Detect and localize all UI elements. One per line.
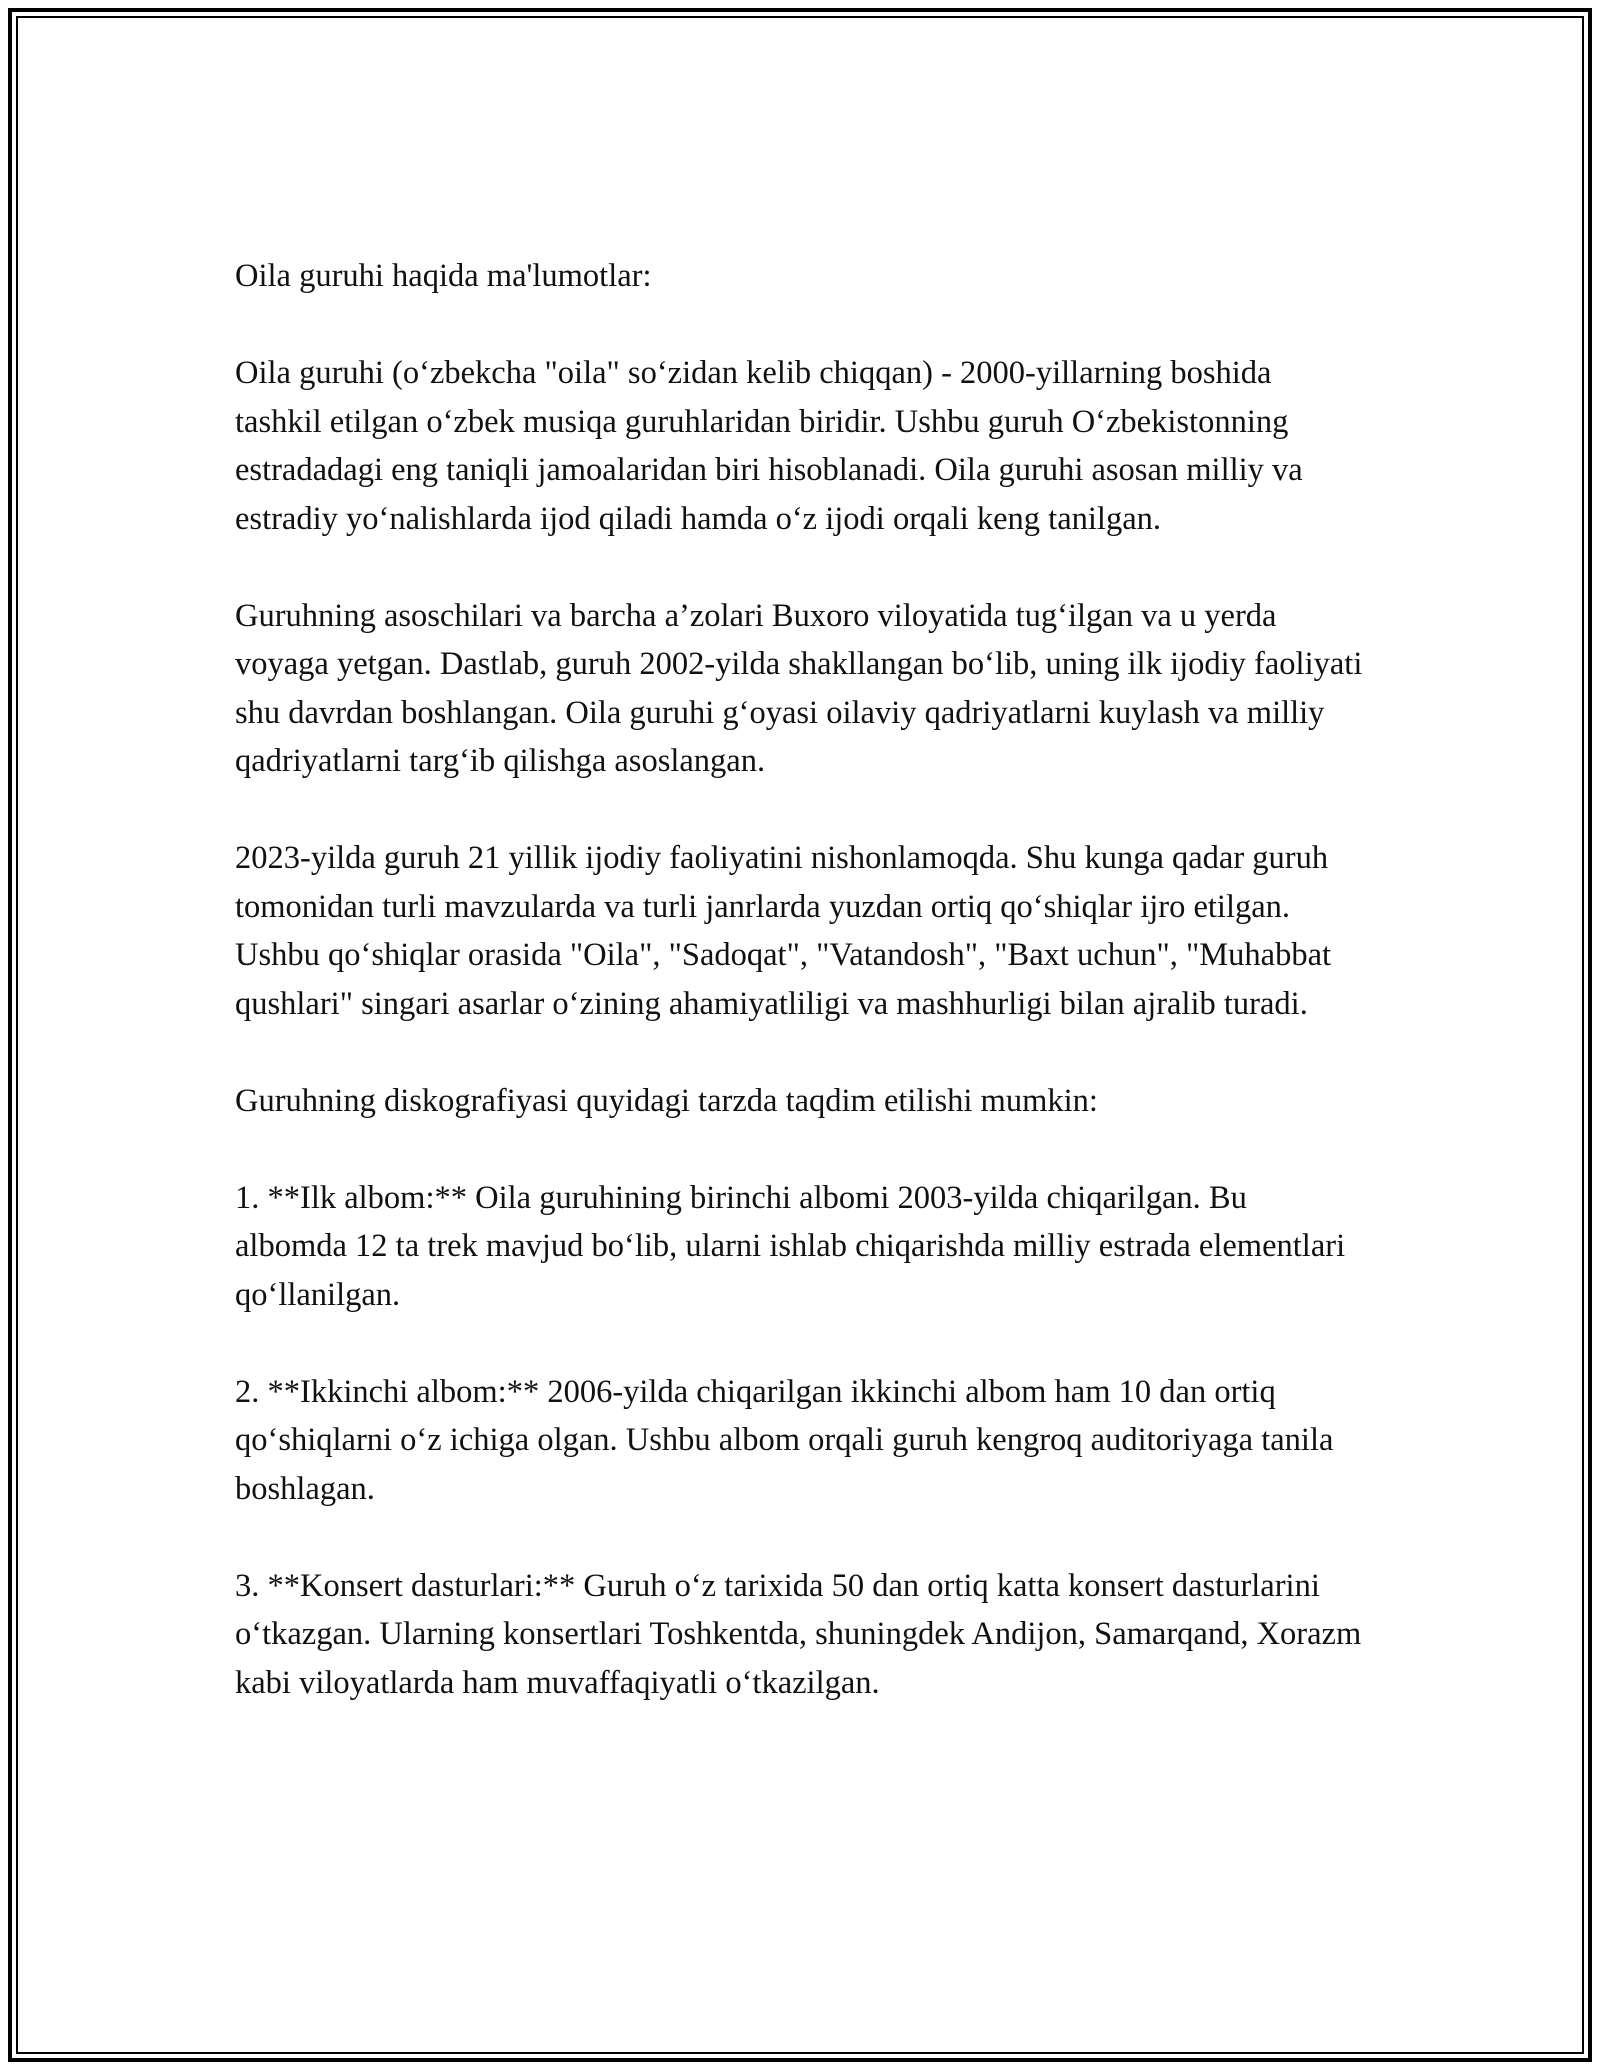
list-item-concerts: 3. **Konsert dasturlari:** Guruh oʻz tarixida 50 dan ortiq katta konsert dasturlarini oʻtkazgan. Ularning konsertlari Toshkentda, shuningdek Andijon, Samarqand, Xorazm kabi viloyatlarda ham muvaffaqiyatli oʻtkazilgan. (235, 1567, 1362, 1701)
document-body (235, 252, 1365, 1756)
document-heading: Oila guruhi haqida ma'lumotlar: (235, 258, 652, 294)
paragraph-discography-intro: Guruhning diskografiyasi quyidagi tarzda taqdim etilishi mumkin: (235, 1082, 1098, 1119)
paragraph-founders: Guruhning asoschilari va barcha a’zolari Buxoro viloyatida tugʻilgan va u yerda voyaga yetgan. Dastlab, guruh 2002-yilda shakllangan boʻlib, uning ilk ijodiy faoliyati shu davrdan boshlangan. Oila guruhi gʻoyasi oilaviy qadriyatlarni kuylash va milliy qadriyatlarni targʻib qilishga asoslangan. (235, 597, 1363, 779)
list-item-second-album: 2. **Ikkinchi albom:** 2006-yilda chiqarilgan ikkinchi albom ham 10 dan ortiq qoʻshiqlarni oʻz ichiga olgan. Ushbu albom orqali guruh kengroq auditoriyaga tanila boshlagan. (235, 1373, 1334, 1507)
paragraph-intro: Oila guruhi (oʻzbekcha "oila" soʻzidan kelib chiqqan) - 2000-yillarning boshida tashkil etilgan oʻzbek musiqa guruhlaridan biridir. Ushbu guruh Oʻzbekistonning estradadagi eng taniqli jamoalaridan biri hisoblanadi. Oila guruhi asosan milliy va estradiy yoʻnalishlarda ijod qiladi hamda oʻz ijodi orqali keng tanilgan. (235, 355, 1303, 537)
paragraph-anniversary: 2023-yilda guruh 21 yillik ijodiy faoliyatini nishonlamoqda. Shu kunga qadar guruh tomonidan turli mavzularda va turli janrlarda yuzdan ortiq qoʻshiqlar ijro etilgan. Ushbu qoʻshiqlar orasida "Oila", "Sadoqat", "Vatandosh", "Baxt uchun", "Muhabbat qushlari" singari asarlar oʻzining ahamiyatliligi va mashhurligi bilan ajralib turadi. (235, 840, 1332, 1022)
list-item-first-album: 1. **Ilk albom:** Oila guruhining birinchi albomi 2003-yilda chiqarilgan. Bu albomda 12 ta trek mavjud boʻlib, ularni ishlab chiqarishda milliy estrada elementlari qoʻllanilgan. (235, 1179, 1346, 1313)
